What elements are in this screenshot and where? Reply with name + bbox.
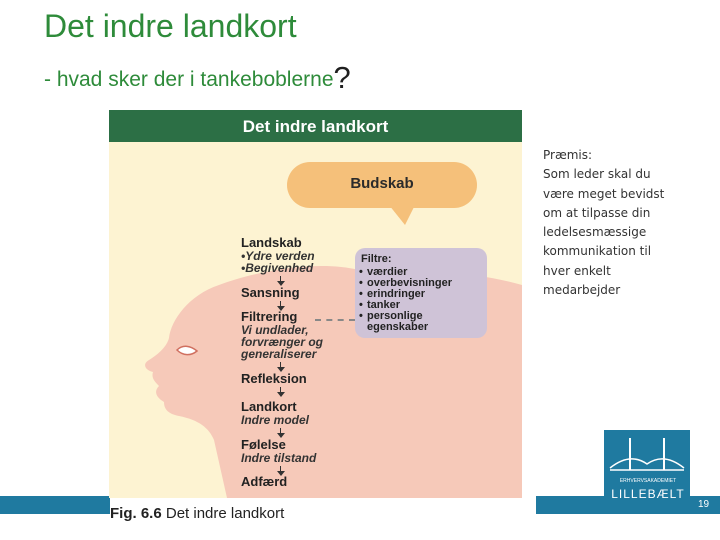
filter-title: Filtre:: [361, 253, 392, 265]
flow-landskab-item: •Begivenhed: [241, 261, 314, 275]
flow-arrow-icon: [277, 428, 285, 437]
filter-item: • overbevisninger: [359, 277, 452, 289]
premise-line: Som leder skal du: [543, 167, 651, 182]
logo-text-top: ERHVERVSAKADEMIET: [619, 478, 677, 484]
premise-line: Præmis:: [543, 148, 593, 162]
flow-filtrering-sub: Vi undlader,: [241, 323, 309, 337]
page-number: 19: [698, 499, 710, 510]
flow-landskab: Landskab: [241, 235, 302, 250]
flow-landskab-item: •Ydre verden: [241, 249, 315, 263]
filter-item: • personlige: [359, 310, 423, 322]
flow-filtrering-sub: generaliserer: [241, 347, 317, 361]
subtitle-question-mark: ?: [333, 60, 351, 95]
flow-filtrering-sub: forvrænger og: [241, 335, 324, 349]
filter-connector: [315, 319, 355, 321]
filter-item: • tanker: [359, 299, 401, 311]
flow-sansning: Sansning: [241, 285, 300, 300]
premise-line: medarbejder: [543, 283, 621, 298]
flow-arrow-icon: [277, 362, 285, 371]
filter-item: • værdier: [359, 266, 408, 278]
flow-landkort-sub: Indre model: [241, 413, 310, 427]
slide-subtitle: [44, 58, 351, 94]
flow-refleksion: Refleksion: [241, 371, 307, 386]
flow-adfaerd: Adfærd: [241, 474, 288, 489]
filter-item: egenskaber: [367, 321, 429, 333]
flow-filtrering: Filtrering: [241, 309, 298, 324]
bridge-icon: [604, 430, 690, 478]
figure-header-text: Det indre landkort: [242, 117, 389, 136]
figure-caption: Fig. 6.6 Det indre landkort: [110, 505, 285, 522]
flow-arrow-icon: [277, 276, 285, 285]
flow-arrow-icon: [277, 387, 285, 396]
subtitle-text: - hvad sker der i tankeboblerne: [44, 68, 334, 91]
logo-text-bottom: LILLEBÆLT: [611, 487, 685, 501]
message-bubble-tail: [389, 205, 415, 225]
flow-foelelse-sub: Indre tilstand: [241, 451, 317, 465]
slide-title: Det indre landkort: [44, 8, 297, 44]
premise-text: [543, 146, 683, 300]
premise-line: ledelsesmæssige: [543, 225, 647, 240]
flow-foelelse: Følelse: [241, 437, 286, 452]
message-bubble-text: Budskab: [350, 175, 414, 192]
premise-line: om at tilpasse din: [543, 205, 651, 220]
filter-item: • erindringer: [359, 288, 426, 300]
premise-line: være meget bevidst: [543, 186, 665, 201]
premise-line: hver enkelt: [543, 263, 611, 278]
premise-line: kommunikation til: [543, 244, 652, 259]
bottom-bar-left: [0, 496, 110, 514]
flow-landkort: Landkort: [241, 399, 297, 414]
inner-map-figure: [109, 110, 522, 498]
